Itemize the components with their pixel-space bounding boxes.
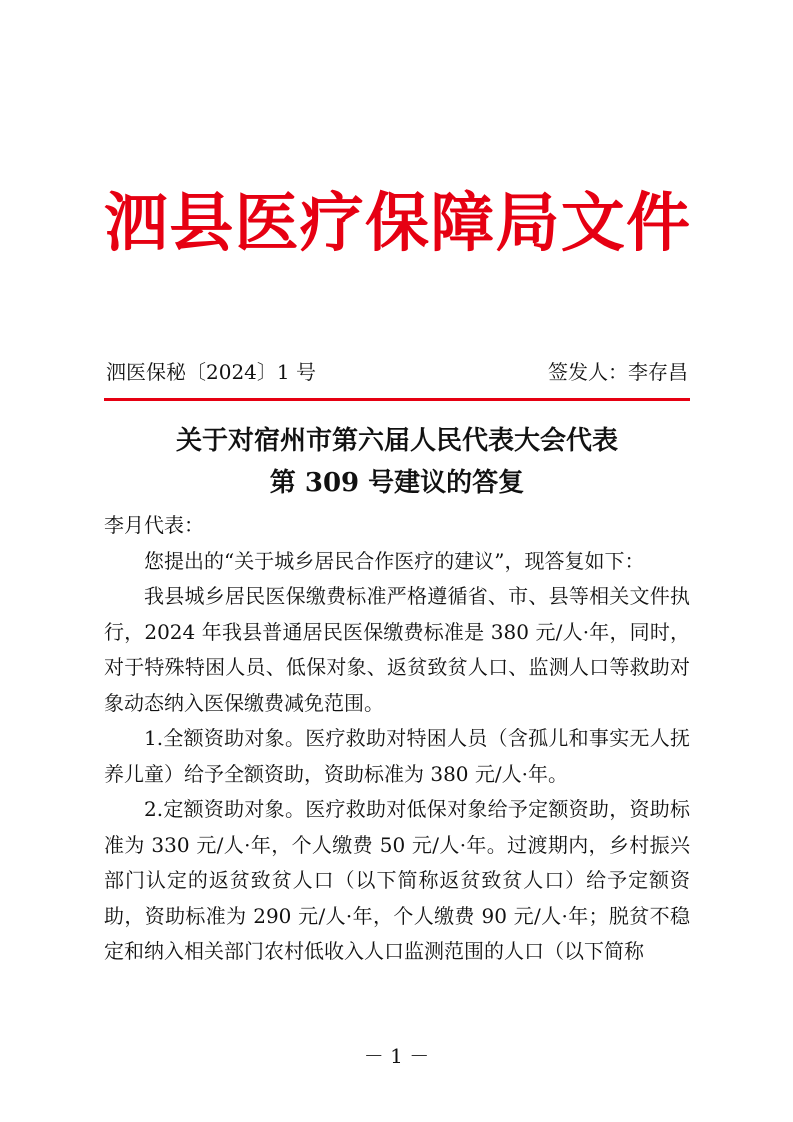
document-title (104, 420, 690, 504)
masthead-char: 县 (169, 187, 234, 261)
salutation: 李月代表： (104, 513, 204, 537)
masthead-char: 疗 (299, 187, 364, 261)
body-paragraph: 1.全额资助对象。医疗救助对特困人员（含孤儿和事实无人抚养儿童）给予全额资助，资助标准为 380 元/人·年。 (104, 726, 690, 786)
body-paragraph: 您提出的“关于城乡居民合作医疗的建议”，现答复如下： (144, 548, 645, 573)
document-number: 泗医保秘〔2024〕1 号 (106, 360, 316, 384)
masthead-char: 保 (365, 187, 429, 261)
masthead-char: 件 (626, 187, 690, 261)
red-separator-line (104, 398, 690, 401)
masthead-char: 障 (430, 187, 495, 261)
masthead-char: 医 (234, 187, 299, 261)
body-paragraph: 我县城乡居民医保缴费标准严格遵循省、市、县等相关文件执行，2024 年我县普通居民医保缴费标准是 380 元/人·年，同时，对于特殊特困人员、低保对象、返贫致贫人口、监测人口等救助对象动态纳入医保缴费减免范围。 (104, 584, 690, 715)
document-meta (106, 354, 688, 390)
page-number: － 1 － (363, 1044, 430, 1068)
masthead-char: 局 (495, 187, 560, 261)
body-paragraph: 2.定额资助对象。医疗救助对低保对象给予定额资助，资助标准为 330 元/人·年，个人缴费 50 元/人·年。过渡期内，乡村振兴部门认定的返贫致贫人口（以下简称返贫致贫人口）给予定额资助，资助标准为 290 元/人·年，个人缴费 90 元/人·年；脱贫不稳定和纳入相关部门农村低收入人口监测范围的人口（以下简称 (104, 797, 690, 963)
title-line-1: 关于对宿州市第六届人民代表大会代表 (175, 426, 618, 456)
document-body (104, 508, 690, 970)
masthead-char: 泗 (104, 187, 168, 261)
signer: 签发人：李存昌 (548, 360, 688, 384)
masthead-char: 文 (560, 187, 625, 261)
title-line-2: 第 309 号建议的答复 (269, 468, 525, 498)
document-masthead (104, 176, 690, 272)
